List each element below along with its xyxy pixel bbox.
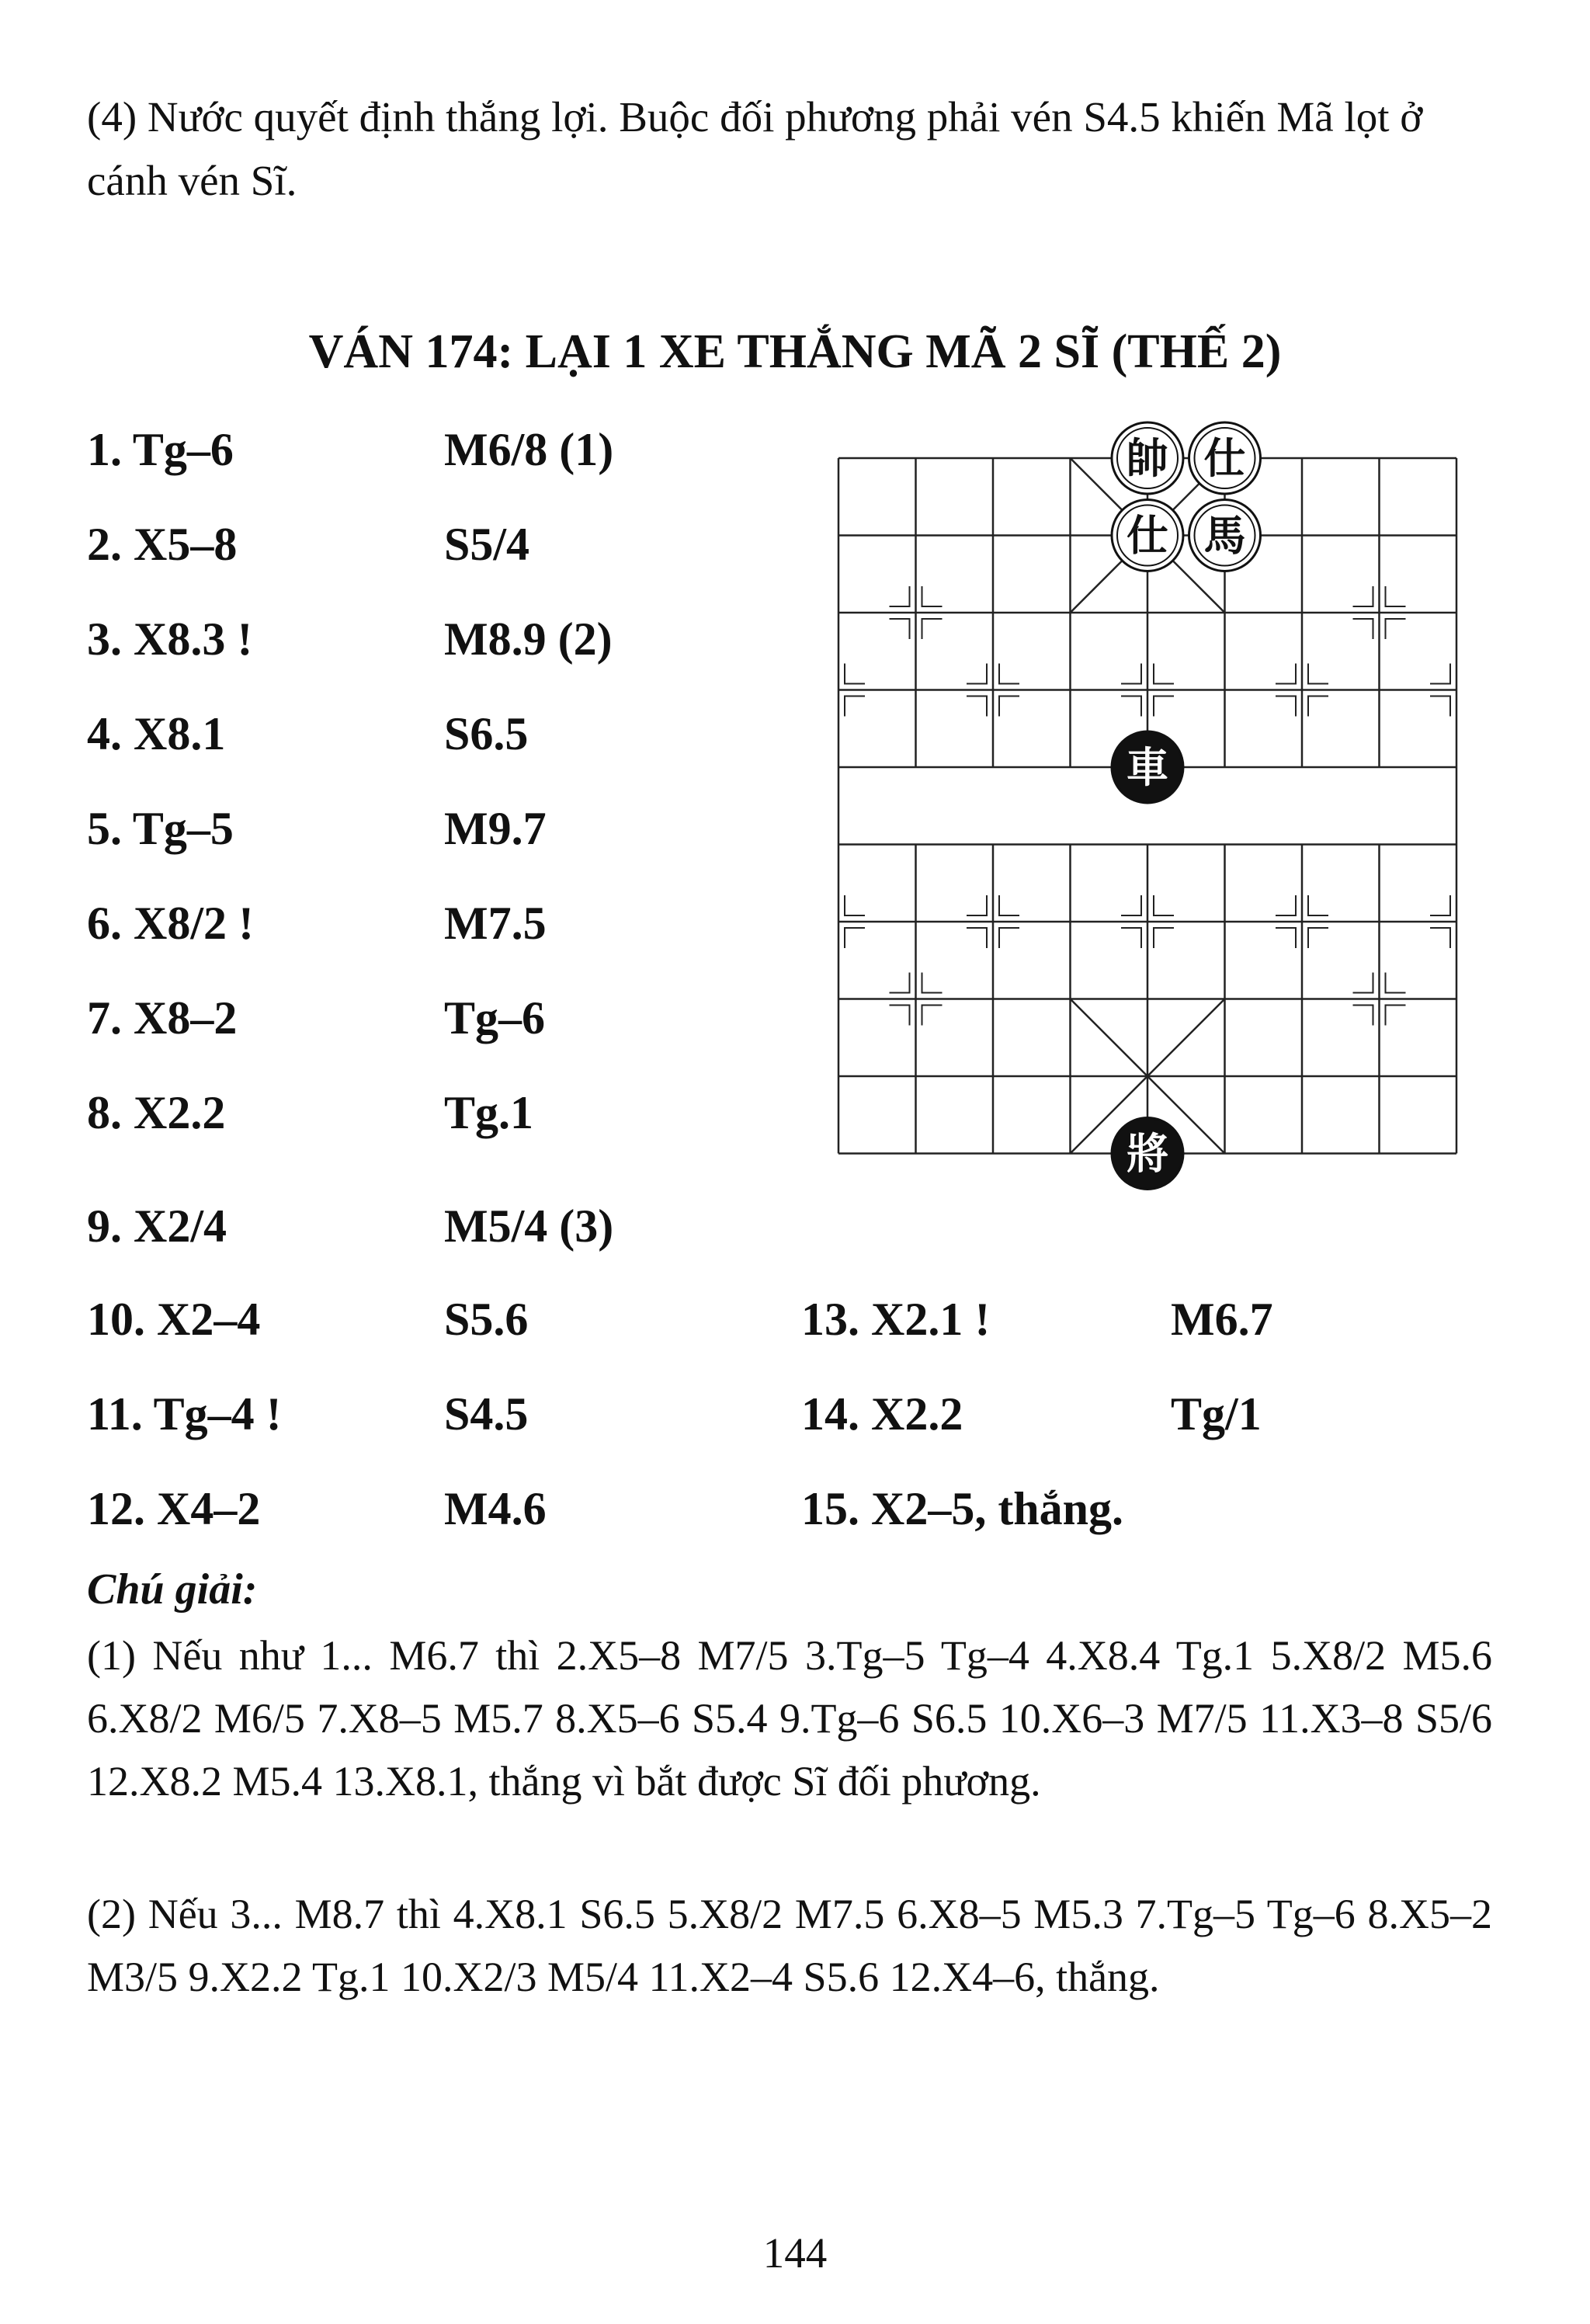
move-black-1: M6/8 (1): [444, 424, 614, 475]
note-2: (2) Nếu 3... M8.7 thì 4.X8.1 S6.5 5.X8/2 M7.5 6.X8–5 M5.3 7.Tg–5 Tg–6 8.X5–2 M3/5 9.X2.2 Tg.1 10.X2/3 M5/4 11.X2–4 S5.6 12.X4–6, thắng.: [87, 1891, 1492, 2000]
position-mark: [967, 697, 987, 717]
piece-outline: [1112, 422, 1183, 494]
position-mark: [967, 928, 987, 948]
position-mark: [845, 664, 865, 684]
position-mark: [922, 586, 943, 606]
move-red-1: 1. Tg–6: [87, 424, 234, 475]
position-mark: [1276, 697, 1296, 717]
position-mark: [922, 619, 943, 639]
position-mark: [1430, 928, 1450, 948]
position-mark: [1353, 1006, 1373, 1026]
position-mark: [1386, 973, 1406, 993]
piece-char: 帥: [1127, 434, 1168, 483]
position-mark: [1386, 619, 1406, 639]
position-mark: [845, 895, 865, 915]
move-black-8: Tg.1: [444, 1087, 534, 1138]
position-mark: [1308, 664, 1328, 684]
move-black-7: Tg–6: [444, 992, 546, 1044]
position-mark: [890, 973, 910, 993]
position-mark: [1308, 895, 1328, 915]
move-red-14: 14. X2.2: [801, 1388, 963, 1440]
move-black-11: S4.5: [444, 1388, 529, 1440]
move-black-5: M9.7: [444, 803, 547, 854]
piece-char: 將: [1127, 1129, 1168, 1179]
position-mark: [1276, 895, 1296, 915]
position-mark: [1353, 619, 1373, 639]
position-mark: [1308, 697, 1328, 717]
page-number: 144: [762, 2229, 828, 2277]
position-mark: [1308, 928, 1328, 948]
position-mark: [1121, 895, 1141, 915]
move-black-10: S5.6: [444, 1294, 529, 1345]
move-black-12: M4.6: [444, 1483, 547, 1534]
position-mark: [999, 928, 1019, 948]
move-black-2: S5/4: [444, 519, 530, 570]
position-mark: [922, 1006, 943, 1026]
position-mark: [890, 619, 910, 639]
position-mark: [1121, 697, 1141, 717]
piece-outline: [1189, 500, 1261, 571]
move-red-8: 8. X2.2: [87, 1087, 226, 1138]
position-mark: [922, 973, 943, 993]
move-black-4: S6.5: [444, 708, 529, 759]
xiangqi-board: [823, 412, 1475, 1204]
move-red-6: 6. X8/2 !: [87, 898, 254, 949]
position-mark: [1276, 928, 1296, 948]
position-mark: [1386, 1006, 1406, 1026]
move-black-6: M7.5: [444, 898, 547, 949]
position-mark: [967, 664, 987, 684]
position-mark: [1276, 664, 1296, 684]
notes-heading: Chú giải:: [87, 1565, 258, 1614]
move-red-4: 4. X8.1: [87, 708, 226, 759]
move-red-9: 9. X2/4: [87, 1200, 227, 1252]
position-mark: [1430, 664, 1450, 684]
piece-outline: [1112, 500, 1183, 571]
position-mark: [1386, 586, 1406, 606]
game-title: VÁN 174: LẠI 1 XE THẮNG MÃ 2 SĨ (THẾ 2): [308, 325, 1282, 378]
move-red-2: 2. X5–8: [87, 519, 238, 570]
position-mark: [1430, 697, 1450, 717]
note-1: (1) Nếu như 1... M6.7 thì 2.X5–8 M7/5 3.Tg–5 Tg–4 4.X8.4 Tg.1 5.X8/2 M5.6 6.X8/2 M6/5 7.X8–5 M5.7 8.X5–6 S5.4 9.Tg–6 S6.5 10.X6–3 M7/5 11.X3–8 S5/6 12.X8.2 M5.4 13.X8.1, thắng vì bắt được Sĩ đối phương.: [87, 1632, 1492, 1805]
move-red-7: 7. X8–2: [87, 992, 238, 1044]
position-mark: [1154, 664, 1174, 684]
position-mark: [999, 664, 1019, 684]
position-mark: [1121, 928, 1141, 948]
piece-char: 仕: [1127, 511, 1168, 561]
move-black-14: Tg/1: [1171, 1388, 1262, 1440]
piece-filled: [1112, 1118, 1183, 1190]
piece-char: 馬: [1203, 511, 1246, 561]
position-mark: [967, 895, 987, 915]
position-mark: [999, 895, 1019, 915]
intro-note: (4) Nước quyết định thắng lợi. Buộc đối phương phải vén S4.5 khiến Mã lọt ở cánh vén Sĩ.: [87, 93, 1423, 204]
move-red-5: 5. Tg–5: [87, 803, 234, 854]
move-black-13: M6.7: [1171, 1294, 1273, 1345]
move-red-11: 11. Tg–4 !: [87, 1388, 282, 1440]
move-black-3: M8.9 (2): [444, 613, 613, 665]
position-mark: [1121, 664, 1141, 684]
position-mark: [890, 586, 910, 606]
piece-char: 仕: [1203, 434, 1246, 483]
position-mark: [845, 928, 865, 948]
piece-char: 車: [1127, 743, 1168, 792]
position-mark: [1154, 928, 1174, 948]
position-mark: [1430, 895, 1450, 915]
position-mark: [999, 697, 1019, 717]
piece-outline: [1189, 422, 1261, 494]
move-black-9: M5/4 (3): [444, 1200, 614, 1252]
position-mark: [1353, 973, 1373, 993]
move-red-10: 10. X2–4: [87, 1294, 261, 1345]
move-red-13: 13. X2.1 !: [801, 1294, 991, 1345]
position-mark: [1154, 895, 1174, 915]
position-mark: [845, 697, 865, 717]
piece-filled: [1112, 731, 1183, 803]
move-red-12: 12. X4–2: [87, 1483, 261, 1534]
position-mark: [1154, 697, 1174, 717]
position-mark: [1353, 586, 1373, 606]
position-mark: [890, 1006, 910, 1026]
move-red-15: 15. X2–5, thắng.: [801, 1483, 1124, 1534]
move-red-3: 3. X8.3 !: [87, 613, 253, 665]
